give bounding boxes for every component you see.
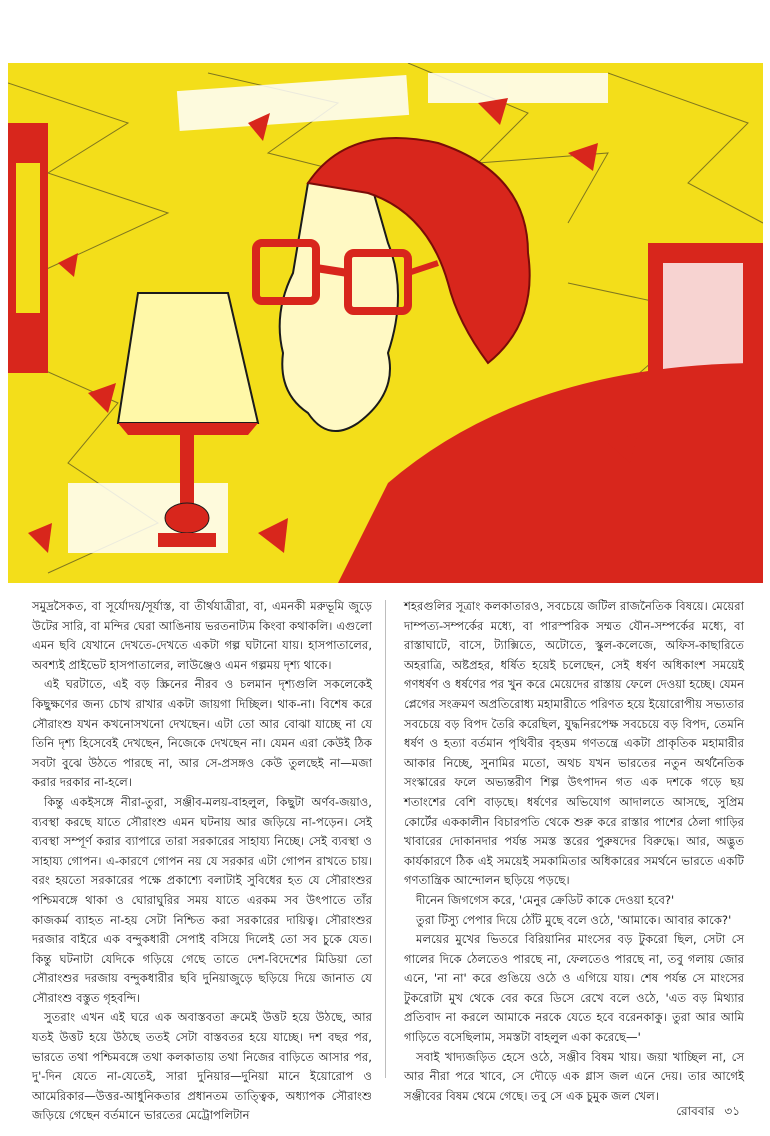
portrait-illustration xyxy=(8,63,763,583)
paragraph: সবাই খাদ্যজড়িত হেসে ওঠে, সঞ্জীব বিষম খায়। জয়া খাচ্ছিল না, সে আর নীরা পরে খাবে, সে দৌড়ে এক গ্লাস জল এনে দেয়। তার আগেই সঞ্জীবের বিষম থেমে গেছে। তবু সে এক চুমুক জল খেল। xyxy=(404,1049,744,1103)
paragraph: সুতরাং এখন এই ঘরে এক অবাস্তবতা ক্রমেই উত্তট হয়ে উঠছে, আর যতই উত্তট হয়ে উঠছে ততই সেটা বাস্তবতর হয়ে যাচ্ছে। দশ বছর পর, ভারতে তথা পশ্চিমবঙ্গে তথা কলকাতায় তথা নিজের বাড়িতে আসার পর, দু'-দিন যেতে না-যেতেই, সারা দুনিয়ার—দুনিয়া মানে ইয়োরোপ ও আমেরিকার—উত্তর-আধুনিকতার প্রধানতম তাত্ত্বিক, অধ্যাপক সৌরাংশু জড়িয়ে গেছেন বর্তমানে ভারতের মেট্রোপলিটান xyxy=(32,1010,372,1123)
column-divider xyxy=(385,600,386,1078)
article-column-right xyxy=(404,597,744,1103)
paragraph: সমুদ্রসৈকত, বা সূর্যোদয়/সূর্যাস্ত, বা তীর্থযাত্রীরা, বা, এমনকী মরুভূমি জুড়ে উটের সারি, বা মন্দির ঘেরা আঙিনায় ভরতনাট্যম কিংবা কথাকলি। এগুলো এমন ছবি যেখানে দেখতে-দেখতে একটা গল্প ঘটানো যায়। হাসপাতালের, অবশ্যই প্রাইভেট হাসপাতালের, লাউঞ্জেও এমন গল্পময় দৃশ্য থাকে। xyxy=(32,599,372,672)
article-column-left xyxy=(32,597,372,1123)
illustration-canvas xyxy=(8,63,763,583)
page-footer xyxy=(670,1103,740,1123)
paragraph: কিন্তু একইসঙ্গে নীরা-তুরা, সঞ্জীব-মলয়-বাহলুল, কিছুটা অর্ণব-জয়াও, ব্যবস্থা করছে যাতে সৌরাংশু এমন ঘটনায় আর জড়িয়ে না-পড়েন। সেই ব্যবস্থা সম্পূর্ণ করার ব্যাপারে তারা সরকারের সাহায্য নিচ্ছে। সেই ব্যবস্থা ও সাহায্য গোপন। এ-কারণে গোপন নয় যে সরকার এটা গোপন রাখতে চায়। বরং হয়তো সরকারের পক্ষে প্রকাশ্যে বলাটাই সুবিধের হত যে সৌরাংশুর পশ্চিমবঙ্গে থাকা ও ঘোরাঘুরির সময় যাতে এরকম সব উৎপাতে তাঁর কাজকর্ম ব্যাহত না-হয় সেটা নিশ্চিত করা সরকারের দায়িত্ব। সৌরাংশুর দরজার বাইরে এক বন্দুকধারী সেপাই বসিয়ে দিলেই তো সব চুকে যেত। কিন্তু ঘটনাটা যেদিকে গড়িয়ে গেছে তাতে দেশ-বিদেশের মিডিয়া তো সৌরাংশুর দরজায় বন্দুকধারীর ছবি দুনিয়াজুড়ে ছড়িয়ে দিয়ে জানাত যে সৌরাংশু বস্তুত গৃহবন্দি। xyxy=(32,794,372,1005)
paragraph: এই ঘরটাতে, এই বড় স্ক্রিনের নীরব ও চলমান দৃশ্যগুলি সকলেকেই কিছুক্ষণের জন্য চোখ রাখার একটা জায়গা দিচ্ছিল। থাক-না। বিশেষ করে সৌরাংশু যখন কখনোসখনো দেখছেন। এটা তো আর বোঝা যাচ্ছে না যে তিনি দৃশ্য হিসেবেই দেখছেন, নিজেকে দেখছেন না। যেমন এরা কেউই ঠিক সবটা বুঝে উঠতে পারছে না, আর সে-প্রসঙ্গও কেউ তুলছেই না—মজা করার দরকার না-হলে। xyxy=(32,677,372,790)
paragraph: মলয়ের মুখের ভিতরে বিরিয়ানির মাংসের বড় টুকরো ছিল, সেটা সে গালের দিকে ঠেলতেও পারছে না, ফেলতেও পারছে না, তবু গলায় জোর এনে, 'না না' করে গুঙিয়ে ওঠে ও এগিয়ে যায়। শেষ পর্যন্ত সে মাংসের টুকরোটা মুখ থেকে বের করে ডিসে রেখে বলে ওঠে, 'এত বড় মিথ্যার প্রতিবাদ না করলে আমাকে নরকে যেতে হবে বরেনকাকু। তুরা আর আমি গাড়িতে বসেছিলাম, সমস্তটা বাহলুল একা করেছে—' xyxy=(404,932,744,1045)
paragraph: তুরা টিস্যু পেপার দিয়ে ঠোঁট মুছে বলে ওঠে, 'আমাকে। আবার কাকে?' xyxy=(416,912,732,927)
paragraph: শহরগুলির সূত্রাং কলকাতারও, সবচেয়ে জটিল রাজনৈতিক বিষয়ে। মেয়েরা দাম্পত্য-সম্পর্কের মধ্যে, বা পারস্পরিক সম্মত যৌন-সম্পর্কের মধ্যে, বা রাস্তাঘাটে, বাসে, ট্যাক্সিতে, অটোতে, স্কুল-কলেজে, অফিস-কাছারিতে অহরাত্রি, অষ্টপ্রহর, ধর্ষিত হয়েই চলেছেন, সেই ধর্ষণ অধিকাংশ সময়েই গণধর্ষণ ও ধর্ষণের পর খুন করে মেয়েদের রাস্তায় ফেলে দেওয়া হচ্ছে। যেমন প্লেগের সংক্রমণ অপ্রতিরোধ্য মহামারীতে পরিণত হয়ে ইয়োরোপীয় সভ্যতার সবচেয়ে বড় বিপদ তৈরি করেছিল, যুদ্ধনিরপেক্ষ সবচেয়ে বড় বিপদ, তেমনি ধর্ষণ ও হত্যা বর্তমান পৃথিবীর বৃহত্তম গণতন্ত্রে একটা প্রাকৃতিক মহামারীর আকার নিচ্ছে, সুনামির মতো, অথচ যখন ভারতের নতুন অর্থনৈতিক সংস্কারের ফলে অভ্যন্তরীণ শিল্প উৎপাদন গত এক দশকে গড়ে ছয় শতাংশের বেশি বাড়ছে। ধর্ষণের অভিযোগ আদালতে আসছে, সুপ্রিম কোর্টের এককালীন বিচারপতি থেকে শুরু করে রাস্তার পাশের ঠেলা গাড়ির খাবারের দোকানদার পর্যন্ত সমস্ত স্তরের পুরুষদের বিরুদ্ধে। আর, অদ্ভুত কার্যকারণে ঠিক এই সময়েই সমকামিতার অধিকারের সমর্থনে ভারতে একটি গণতান্ত্রিক আন্দোলন ছড়িয়ে পড়ছে। xyxy=(404,599,744,888)
page-number: ৩১ xyxy=(724,1104,740,1118)
paragraph: দীনেন জিগগেস করে, 'মেনুর ক্রেডিট কাকে দেওয়া হবে?' xyxy=(416,892,675,907)
magazine-name: রোববার xyxy=(676,1104,715,1118)
